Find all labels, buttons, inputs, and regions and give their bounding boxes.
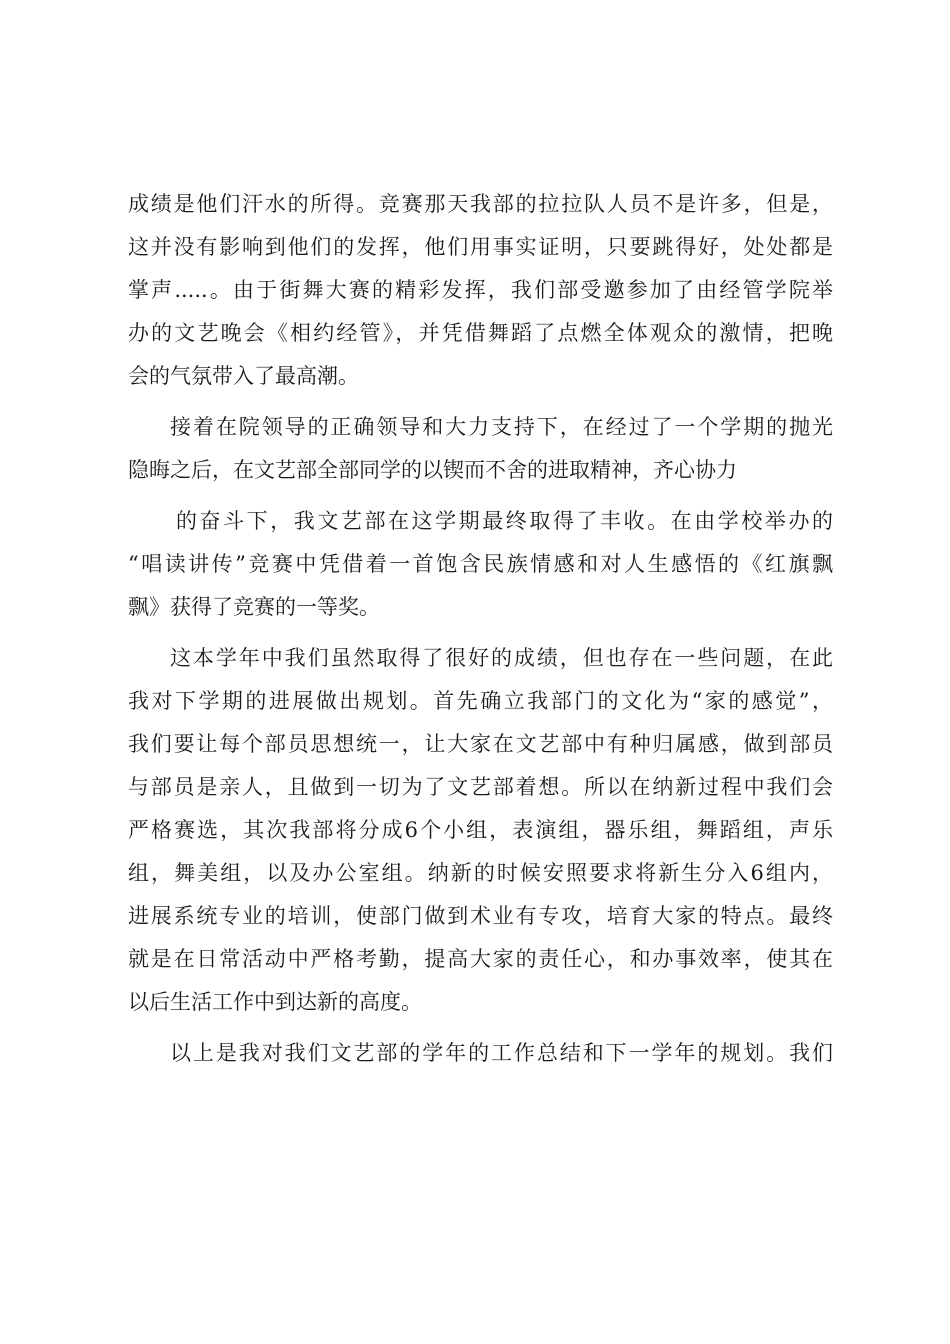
text-line: 严格赛选，其次我部将分成6个小组，表演组，器乐组，舞蹈组，声乐 [128, 818, 833, 842]
text-line: “唱读讲传”竞赛中凭借着一首饱含民族情感和对人生感悟的《红旗飘 [128, 552, 833, 576]
text-line: 与部员是亲人，且做到一切为了文艺部着想。所以在纳新过程中我们会 [128, 775, 833, 799]
text-line: 掌声.....。由于街舞大赛的精彩发挥，我们部受邀参加了由经管学院举 [128, 278, 833, 302]
text-line: 组，舞美组，以及办公室组。纳新的时候安照要求将新生分入6组内， [128, 861, 833, 885]
document-body [128, 183, 833, 1075]
text-line: 以后生活工作中到达新的高度。 [128, 990, 422, 1014]
text-line: 我们要让每个部员思想统一，让大家在文艺部中有种归属感，做到部员 [128, 732, 833, 756]
text-line: 成绩是他们汗水的所得。竞赛那天我部的拉拉队人员不是许多，但是， [128, 192, 833, 216]
text-line: 这本学年中我们虽然取得了很好的成绩，但也存在一些问题，在此 [170, 646, 833, 670]
text-line: 这并没有影响到他们的发挥，他们用事实证明，只要跳得好，处处都是 [128, 235, 833, 259]
text-line: 我对下学期的进展做出规划。首先确立我部门的文化为“家的感觉”， [128, 689, 833, 713]
text-line: 接着在院领导的正确领导和大力支持下，在经过了一个学期的抛光 [170, 415, 833, 439]
text-line: 进展系统专业的培训，使部门做到术业有专攻，培育大家的特点。最终 [128, 904, 833, 928]
text-line: 会的气氛带入了最高潮。 [128, 364, 359, 388]
text-line: 的奋斗下，我文艺部在这学期最终取得了丰收。在由学校举办的 [176, 509, 833, 533]
text-line: 隐晦之后，在文艺部全部同学的以锲而不舍的进取精神，齐心协力 [128, 458, 737, 482]
text-line: 办的文艺晚会《相约经管》，并凭借舞蹈了点燃全体观众的激情，把晚 [128, 321, 833, 345]
text-line: 以上是我对我们文艺部的学年的工作总结和下一学年的规划。我们 [170, 1041, 833, 1065]
text-line: 就是在日常活动中严格考勤，提高大家的责任心，和办事效率，使其在 [128, 947, 833, 971]
text-line: 飘》获得了竞赛的一等奖。 [128, 595, 380, 619]
